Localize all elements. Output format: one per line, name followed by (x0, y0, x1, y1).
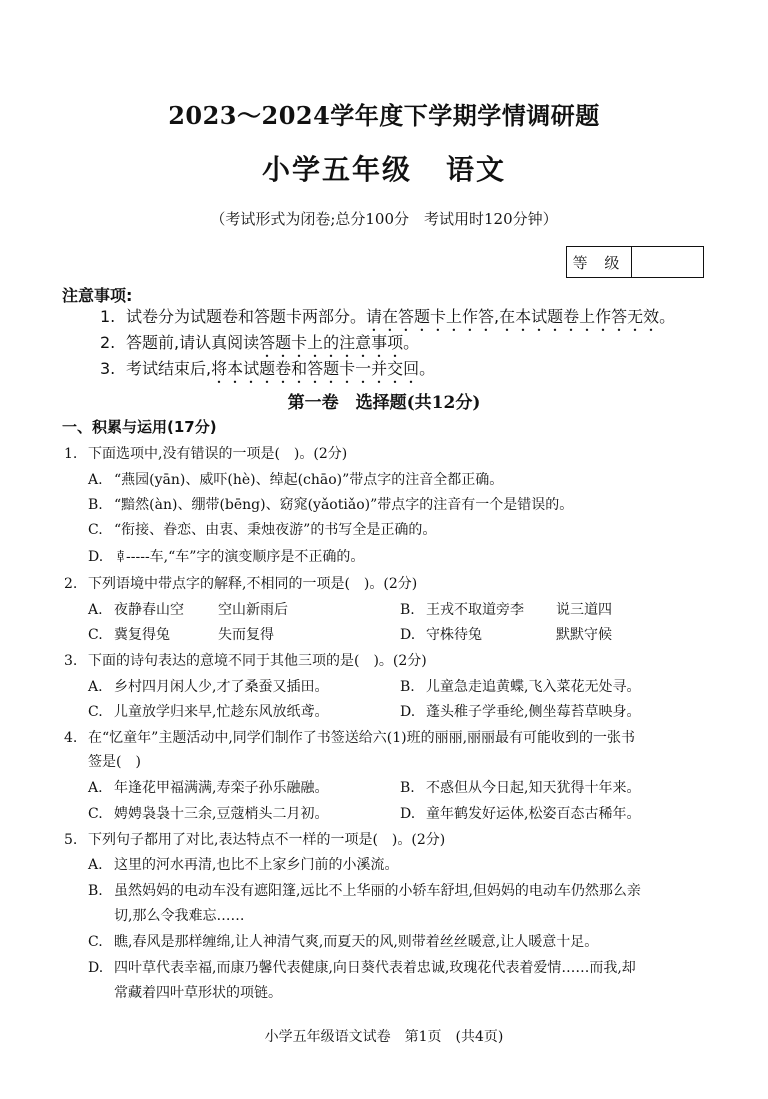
subject-name: 语文 (446, 153, 507, 186)
q2-option-c-b: 失而复得 (218, 627, 274, 643)
question-5: 5. 下列句子都用了对比,表达特点不一样的一项是( )。(2分) (64, 832, 446, 848)
notice-emphasis: 将本试题卷和答题卡一并交回 (211, 359, 420, 378)
notice-item-1: 1. 试卷分为试题卷和答题卡两部分。请在答题卡上作答,在本试题卷上作答无效。 (100, 307, 676, 326)
q2-option-c: C. 冀复得兔 (88, 627, 170, 643)
ancient-cart-glyph: 𠦝 (114, 550, 127, 565)
notice-heading: 注意事项: (62, 286, 133, 305)
q4-option-c: C. 娉娉袅袅十三余,豆蔻梢头二月初。 (88, 806, 329, 822)
grade-level: 小学五年级 (261, 153, 412, 186)
q3-option-c: C. 儿童放学归来早,忙趁东风放纸鸢。 (88, 704, 329, 720)
q3-option-a: A. 乡村四月闲人少,才了桑蚕又插田。 (88, 679, 329, 695)
question-2: 2. 下列语境中带点字的解释,不相同的一项是( )。(2分) (64, 576, 418, 592)
q2-option-a-b: 空山新雨后 (218, 602, 288, 618)
grade-box (566, 246, 704, 278)
exam-title: 2023～2024学年度下学期学情调研题 (168, 101, 600, 130)
q5-option-b: B. 虽然妈妈的电动车没有遮阳篷,远比不上华丽的小轿车舒坦,但妈妈的电动车仍然那么亲 (88, 883, 641, 899)
q2-option-b: B. 王戎不取道旁李 (400, 602, 524, 618)
q2-option-d-b: 默默守候 (556, 627, 612, 643)
q2-option-d: D. 守株待兔 (400, 627, 482, 643)
question-4-stem-cont: 签是( ) (88, 754, 141, 770)
q4-option-d: D. 童年鹤发好运体,松姿百态古稀年。 (400, 806, 641, 822)
q4-option-a: A. 年逢花甲福满满,寿栾子孙乐融融。 (88, 780, 329, 796)
notice-emphasis: 答题卡上的注意事项 (259, 333, 404, 352)
q1-option-d: D. 𠦝-----车,“车”字的演变顺序是不正确的。 (88, 549, 365, 565)
part-heading: 一、积累与运用(17分) (62, 418, 217, 436)
page-footer: 小学五年级语文试卷 第1页 (共4页) (264, 1029, 504, 1045)
notice-item-2: 2. 答题前,请认真阅读答题卡上的注意事项。 (100, 333, 420, 352)
q5-option-a: A. 这里的河水再清,也比不上家乡门前的小溪流。 (88, 857, 399, 873)
notice-emphasis: 请在答题卡上作答,在本试题卷上作答无效。 (366, 307, 676, 326)
q2-option-a: A. 夜静春山空 (88, 602, 184, 618)
q1-option-a: A. “燕园(yān)、威吓(hè)、绰起(chāo)”带点字的注音全都正确。 (88, 472, 504, 488)
grade-label: 等 级 (567, 247, 632, 277)
exam-info: （考试形式为闭卷;总分100分 考试用时120分钟） (210, 210, 558, 228)
grade-value-cell (632, 247, 703, 277)
question-1: 1. 下面选项中,没有错误的一项是( )。(2分) (64, 446, 348, 462)
q3-option-d: D. 蓬头稚子学垂纶,侧坐莓苔草映身。 (400, 704, 641, 720)
q5-option-b-cont: 切,那么令我难忘…… (114, 908, 245, 924)
q5-option-d-cont: 常藏着四叶草形状的项链。 (114, 985, 282, 1001)
q4-option-b: B. 不惑但从今日起,知天犹得十年来。 (400, 780, 641, 796)
q1-option-c: C. “衔接、眷恋、由衷、秉烛夜游”的书写全是正确的。 (88, 522, 437, 538)
question-3: 3. 下面的诗句表达的意境不同于其他三项的是( )。(2分) (64, 653, 427, 669)
notice-item-3: 3. 考试结束后,将本试题卷和答题卡一并交回。 (100, 359, 436, 378)
section-title: 第一卷 选择题(共12分) (287, 393, 481, 413)
subject-title (0, 148, 768, 188)
q1-option-b: B. “黯然(àn)、绷带(bēng)、窈窕(yǎotiǎo)”带点字的注音有一个是错误的。 (88, 497, 574, 513)
q5-option-c: C. 瞧,春风是那样缠绵,让人神清气爽,而夏天的风,则带着丝丝暖意,让人暖意十足。 (88, 934, 599, 950)
q5-option-d: D. 四叶草代表幸福,而康乃馨代表健康,向日葵代表着忠诚,玫瑰花代表着爱情……而我,却 (88, 960, 636, 976)
question-4: 4. 在“忆童年”主题活动中,同学们制作了书签送给六(1)班的丽丽,丽丽最有可能收到的一张书 (64, 730, 636, 746)
q2-option-b-b: 说三道四 (556, 602, 612, 618)
q3-option-b: B. 儿童急走追黄蝶,飞入菜花无处寻。 (400, 679, 641, 695)
